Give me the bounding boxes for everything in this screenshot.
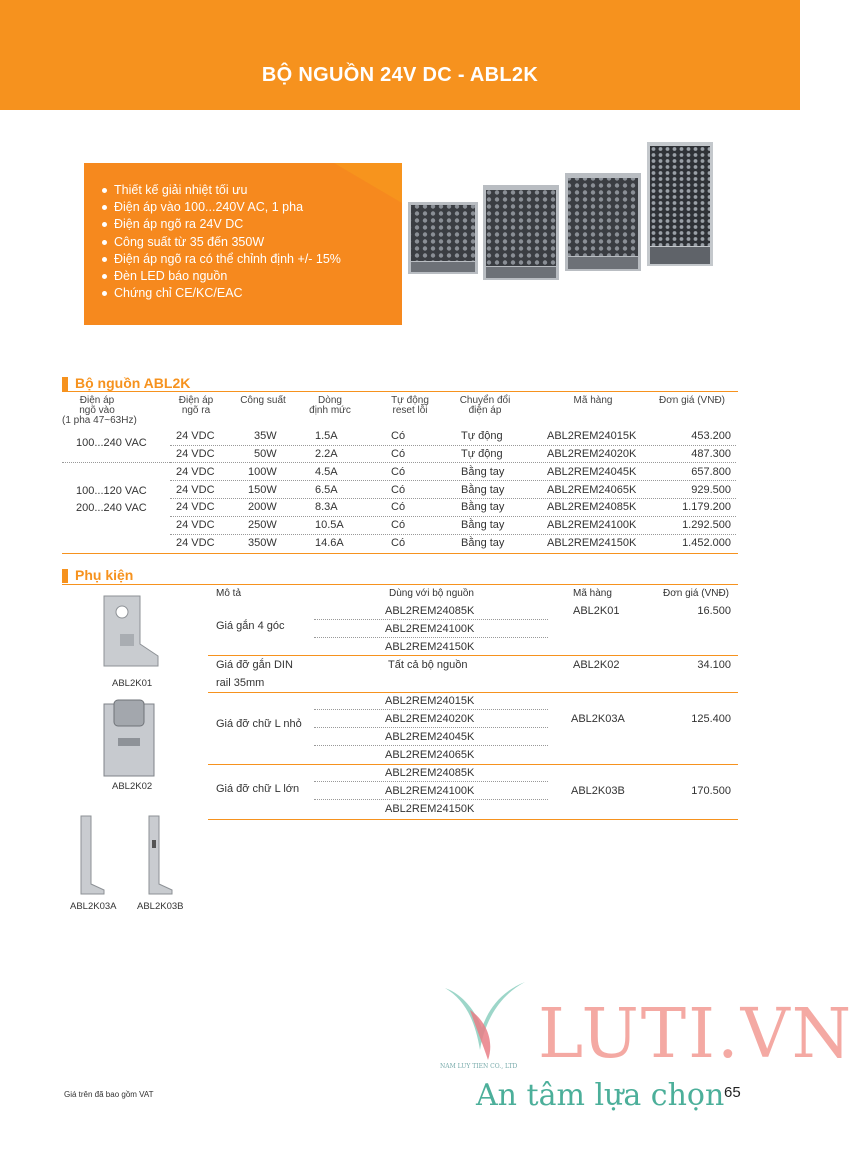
caption: ABL2K03A xyxy=(70,901,117,912)
cell-switch: Bằng tay xyxy=(461,501,505,513)
acc-used-with: ABL2REM24045K xyxy=(385,731,475,743)
acc-used-with: ABL2REM24085K xyxy=(385,605,475,617)
cell-reset: Có xyxy=(391,430,406,442)
cell-output: 24 VDC xyxy=(176,537,215,549)
acc-price: 16.500 xyxy=(697,605,731,617)
acc-header-used-with: Dùng với bộ nguồn xyxy=(389,588,474,599)
section-title-accessories: Phụ kiện xyxy=(75,567,134,583)
feature-item: Công suất từ 35 đến 350W xyxy=(100,234,341,251)
acc-code: ABL2K02 xyxy=(573,659,620,671)
input-group-label: 200...240 VAC xyxy=(76,502,147,514)
watermark-company: NAM LUY TIEN CO., LTD xyxy=(440,1063,518,1070)
feature-item: Thiết kế giải nhiệt tối ưu xyxy=(100,182,341,199)
cell-output: 24 VDC xyxy=(176,519,215,531)
cell-reset: Có xyxy=(391,484,406,496)
table-bottom-rule xyxy=(208,819,738,820)
watermark-slogan: An tâm lựa chọn xyxy=(476,1078,725,1113)
acc-used-with: ABL2REM24020K xyxy=(385,713,475,725)
row-divider xyxy=(314,637,548,638)
cell-output: 24 VDC xyxy=(176,448,215,460)
feature-item: Điện áp vào 100...240V AC, 1 pha xyxy=(100,199,341,216)
header-code: Mã hàng xyxy=(573,395,613,406)
cell-output: 24 VDC xyxy=(176,484,215,496)
page-number: 65 xyxy=(724,1084,741,1101)
acc-code: ABL2K01 xyxy=(573,605,620,617)
cell-power: 35W xyxy=(254,430,277,442)
acc-price: 34.100 xyxy=(697,659,731,671)
row-divider xyxy=(170,480,736,481)
psu-35w-image xyxy=(408,202,478,274)
footer-vat-note: Giá trên đã bao gồm VAT xyxy=(64,1090,154,1099)
row-divider xyxy=(314,727,548,728)
cell-power: 100W xyxy=(248,466,277,478)
header-auto-reset: Tự động reset lỗi xyxy=(391,395,429,416)
item-rule xyxy=(208,655,738,656)
header-power: Công suất xyxy=(240,395,286,406)
row-divider xyxy=(170,462,736,463)
row-divider xyxy=(314,619,548,620)
cell-switch: Bằng tay xyxy=(461,484,505,496)
cell-price: 657.800 xyxy=(691,466,731,478)
feature-item: Điện áp ngõ ra có thể chỉnh định +/- 15% xyxy=(100,251,341,268)
acc-price: 125.400 xyxy=(691,713,731,725)
feature-item: Chứng chỉ CE/KC/EAC xyxy=(100,285,341,302)
luti-logo-icon xyxy=(440,980,530,1064)
cell-code: ABL2REM24065K xyxy=(547,484,637,496)
acc-header-desc: Mô tả xyxy=(216,588,242,599)
cell-price: 453.200 xyxy=(691,430,731,442)
cell-reset: Có xyxy=(391,501,406,513)
cell-reset: Có xyxy=(391,466,406,478)
page-title: BỘ NGUỒN 24V DC - ABL2K xyxy=(261,64,539,86)
cell-reset: Có xyxy=(391,537,406,549)
acc-used-with: ABL2REM24065K xyxy=(385,749,475,761)
acc-desc: Giá đỡ chữ L lớn xyxy=(216,783,300,795)
row-divider xyxy=(314,781,548,782)
acc-used-with: ABL2REM24100K xyxy=(385,785,475,797)
cell-code: ABL2REM24015K xyxy=(547,430,637,442)
page-header xyxy=(0,0,800,110)
cell-price: 1.452.000 xyxy=(682,537,731,549)
feature-item: Đèn LED báo nguồn xyxy=(100,268,341,285)
cell-current: 14.6A xyxy=(315,537,344,549)
l-bracket-abl2k03a-image xyxy=(78,814,108,896)
cell-current: 2.2A xyxy=(315,448,338,460)
psu-50w-image xyxy=(483,185,559,280)
acc-used-with: ABL2REM24015K xyxy=(385,695,475,707)
acc-used-with: ABL2REM24150K xyxy=(385,641,475,653)
cell-code: ABL2REM24150K xyxy=(547,537,637,549)
caption: ABL2K02 xyxy=(112,781,153,792)
caption: ABL2K03B xyxy=(137,901,184,912)
watermark-brand: LUTI.VN xyxy=(538,995,853,1074)
cell-power: 250W xyxy=(248,519,277,531)
header-voltage-switch: Chuyển đổi điện áp xyxy=(459,395,511,416)
din-rail-abl2k02-image xyxy=(102,698,158,778)
cell-current: 8.3A xyxy=(315,501,338,513)
cell-switch: Tự động xyxy=(461,448,503,460)
input-group-label: 100...120 VAC xyxy=(76,485,147,497)
cell-power: 150W xyxy=(248,484,277,496)
cell-current: 10.5A xyxy=(315,519,344,531)
row-divider xyxy=(314,799,548,800)
psu-350w-image xyxy=(647,142,713,266)
cell-price: 1.292.500 xyxy=(682,519,731,531)
cell-switch: Tự động xyxy=(461,430,503,442)
cell-code: ABL2REM24085K xyxy=(547,501,637,513)
row-divider xyxy=(314,745,548,746)
feature-list xyxy=(100,182,341,302)
row-divider xyxy=(314,709,548,710)
header-price: Đơn giá (VNĐ) xyxy=(658,395,725,406)
row-divider xyxy=(170,445,736,446)
cell-power: 200W xyxy=(248,501,277,513)
cell-output: 24 VDC xyxy=(176,466,215,478)
acc-used-with: ABL2REM24150K xyxy=(385,803,475,815)
caption: ABL2K01 xyxy=(112,678,153,689)
cell-code: ABL2REM24100K xyxy=(547,519,637,531)
cell-output: 24 VDC xyxy=(176,430,215,442)
acc-desc: rail 35mm xyxy=(216,677,265,689)
header-input-voltage: Điện áp ngõ vào (1 pha 47~63Hz) xyxy=(62,395,137,426)
acc-desc: Giá gắn 4 góc xyxy=(216,620,285,632)
acc-desc: Giá đỡ gắn DIN xyxy=(216,659,293,671)
section-rule xyxy=(62,391,738,392)
section-title-psu: Bộ nguồn ABL2K xyxy=(75,375,191,391)
cell-current: 6.5A xyxy=(315,484,338,496)
acc-used-with: ABL2REM24100K xyxy=(385,623,475,635)
product-photos xyxy=(405,140,715,285)
acc-desc: Giá đỡ chữ L nhỏ xyxy=(216,718,302,730)
acc-used-with: Tất cả bộ nguồn xyxy=(388,659,468,671)
cell-code: ABL2REM24045K xyxy=(547,466,637,478)
cell-code: ABL2REM24020K xyxy=(547,448,637,460)
acc-header-code: Mã hàng xyxy=(573,588,612,599)
header-output-voltage: Điện áp ngõ ra xyxy=(178,395,214,416)
cell-switch: Bằng tay xyxy=(461,466,505,478)
input-group-label: 100...240 VAC xyxy=(76,437,147,449)
cell-reset: Có xyxy=(391,448,406,460)
cell-switch: Bằng tay xyxy=(461,519,505,531)
table-bottom-rule xyxy=(62,553,738,554)
cell-price: 1.179.200 xyxy=(682,501,731,513)
acc-code: ABL2K03B xyxy=(571,785,625,797)
row-divider xyxy=(170,534,736,535)
group-divider xyxy=(62,462,170,463)
cell-price: 487.300 xyxy=(691,448,731,460)
row-divider xyxy=(170,498,736,499)
cell-switch: Bằng tay xyxy=(461,537,505,549)
item-rule xyxy=(208,764,738,765)
bracket-abl2k01-image xyxy=(100,594,162,668)
acc-header-price: Đơn giá (VNĐ) xyxy=(663,588,730,599)
cell-price: 929.500 xyxy=(691,484,731,496)
feature-item: Điện áp ngõ ra 24V DC xyxy=(100,216,341,233)
cell-power: 50W xyxy=(254,448,277,460)
acc-code: ABL2K03A xyxy=(571,713,625,725)
psu-100w-image xyxy=(565,173,641,271)
header-current: Dòng định mức xyxy=(309,395,351,416)
acc-used-with: ABL2REM24085K xyxy=(385,767,475,779)
row-divider xyxy=(170,516,736,517)
section-rule xyxy=(62,584,738,585)
cell-power: 350W xyxy=(248,537,277,549)
cell-output: 24 VDC xyxy=(176,501,215,513)
cell-reset: Có xyxy=(391,519,406,531)
acc-price: 170.500 xyxy=(691,785,731,797)
item-rule xyxy=(208,692,738,693)
cell-current: 1.5A xyxy=(315,430,338,442)
cell-current: 4.5A xyxy=(315,466,338,478)
l-bracket-abl2k03b-image xyxy=(146,814,176,896)
